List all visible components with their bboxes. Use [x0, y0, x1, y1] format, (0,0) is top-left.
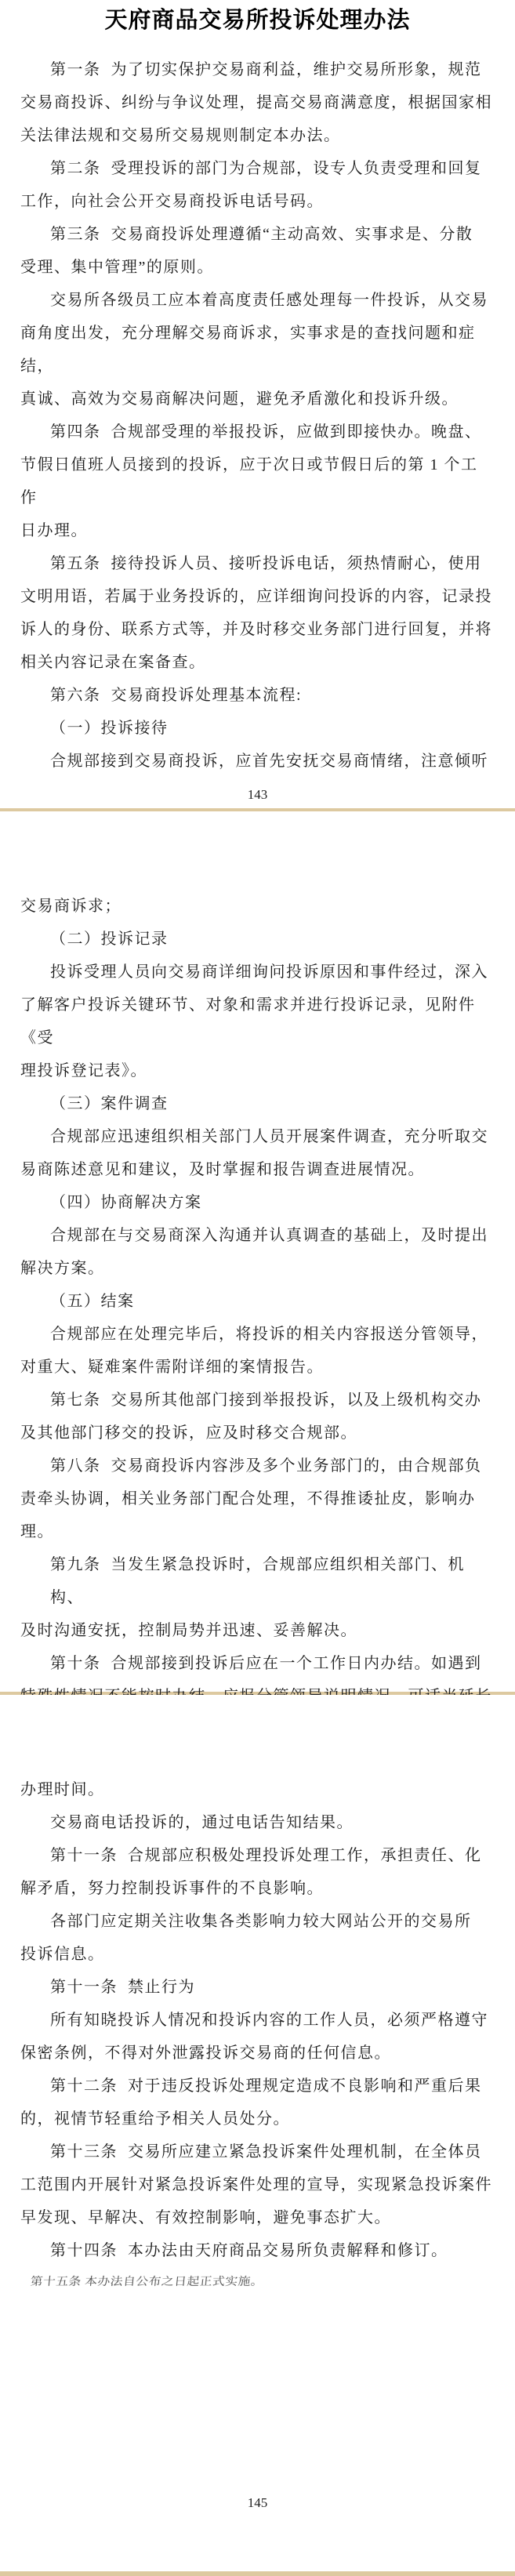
text-line: 早发现、早解决、有效控制影响，避免事态扩大。: [20, 2209, 391, 2226]
text-line: 合规部应在处理完毕后，将投诉的相关内容报送分管领导，: [50, 1326, 488, 1343]
text-line: 第二条 受理投诉的部门为合规部，设专人负责受理和回复: [50, 160, 482, 177]
text-line: 交易商诉求；: [20, 898, 121, 915]
text-line: 第十三条 交易所应建立紧急投诉案件处理机制，在全体员: [50, 2143, 482, 2161]
text-line: 工范围内开展针对紧急投诉案件处理的宣导，实现紧急投诉案件: [20, 2176, 492, 2193]
text-line: 投诉受理人员向交易商详细询问投诉原因和事件经过，深入: [50, 963, 488, 981]
text-line: 解决方案。: [20, 1260, 105, 1277]
text-line: 交易商电话投诉的，通过电话告知结果。: [50, 1814, 354, 1831]
text-line: 合规部接到交易商投诉，应首先安抚交易商情绪，注意倾听: [50, 753, 488, 770]
distorted-text-line: 第十五条 本办法自公布之日起正式实施。: [29, 2275, 264, 2288]
page-separator: [0, 2571, 515, 2576]
page-body: [0, 53, 515, 778]
text-line: 第十一条 禁止行为: [50, 1979, 195, 1996]
text-line: 节假日值班人员接到的投诉，应于次日或节假日后的第 1 个工作: [20, 456, 478, 506]
text-line: 对重大、疑难案件需附详细的案情报告。: [20, 1359, 324, 1376]
text-line: 所有知晓投诉人情况和投诉内容的工作人员，必须严格遵守: [50, 2012, 488, 2029]
text-line: 商角度出发，充分理解交易商诉求，实事求是的查找问题和症结，: [20, 325, 476, 375]
text-line: 相关内容记录在案备查。: [20, 654, 206, 671]
text-line: 第四条 合规部受理的举报投诉，应做到即接快办。晚盘、: [50, 423, 482, 441]
text-line: 第七条 交易所其他部门接到举报投诉，以及上级机构交办: [50, 1391, 482, 1409]
text-line: 第三条 交易商投诉处理遵循“主动高效、实事求是、分散: [50, 226, 473, 243]
text-line: 受理、集中管理”的原则。: [20, 259, 214, 276]
page-body: [0, 890, 515, 1713]
text-line: 第十四条 本办法由天府商品交易所负责解释和修订。: [50, 2242, 448, 2259]
page-number: 143: [247, 787, 268, 802]
page-body: [0, 1773, 515, 2295]
text-line: 日办理。: [20, 522, 88, 539]
text-line: 及其他部门移交的投诉，应及时移交合规部。: [20, 1424, 357, 1442]
text-line: （四）协商解决方案: [50, 1194, 202, 1211]
text-line: 了解客户投诉关键环节、对象和需求并进行投诉记录，见附件《受: [20, 996, 476, 1047]
text-line: 第十一条 合规部应积极处理投诉处理工作，承担责任、化: [50, 1847, 482, 1864]
text-line: 投诉信息。: [20, 1946, 105, 1963]
text-line: 第五条 接待投诉人员、接听投诉电话，须热情耐心，使用: [50, 555, 482, 572]
text-line: （一）投诉接待: [50, 720, 169, 737]
page-143: [0, 0, 515, 808]
text-line: 合规部应迅速组织相关部门人员开展案件调查，充分听取交: [50, 1128, 488, 1145]
text-line: 工作，向社会公开交易商投诉电话号码。: [20, 193, 324, 210]
text-line: 解矛盾，努力控制投诉事件的不良影响。: [20, 1880, 324, 1897]
document-title: 天府商品交易所投诉处理办法: [104, 8, 411, 33]
page-144: [0, 811, 515, 1692]
text-line: 各部门应定期关注收集各类影响力较大网站公开的交易所: [50, 1913, 472, 1930]
text-line: 第十条 合规部接到投诉后应在一个工作日内办结。如遇到: [50, 1655, 482, 1672]
page-145: [0, 1695, 515, 2571]
text-line: 及时沟通安抚，控制局势并迅速、妥善解决。: [20, 1622, 357, 1639]
text-line: 易商陈述意见和建议，及时掌握和报告调查进展情况。: [20, 1161, 425, 1178]
text-line: 保密条例，不得对外泄露投诉交易商的任何信息。: [20, 2044, 391, 2062]
text-line: 的，视情节轻重给予相关人员处分。: [20, 2110, 290, 2128]
text-line: 责牵头协调，相关业务部门配合处理，不得推诿扯皮，影响办理。: [20, 1490, 476, 1540]
text-line: 第八条 交易商投诉内容涉及多个业务部门的，由合规部负: [50, 1457, 482, 1475]
page-number: 145: [247, 2495, 268, 2510]
text-line: （二）投诉记录: [50, 931, 169, 948]
text-line: 诉人的身份、联系方式等，并及时移交业务部门进行回复，并将: [20, 621, 492, 638]
text-line: 合规部在与交易商深入沟通并认真调查的基础上，及时提出: [50, 1227, 488, 1244]
text-line: 办理时间。: [20, 1781, 105, 1798]
text-line: （五）结案: [50, 1293, 135, 1310]
text-line: 第六条 交易商投诉处理基本流程:: [50, 687, 303, 704]
text-line: （三）案件调查: [50, 1095, 169, 1112]
text-line: 理投诉登记表》。: [20, 1062, 147, 1079]
text-line: 文明用语，若属于业务投诉的，应详细询问投诉的内容，记录投: [20, 588, 492, 605]
text-line: 交易商投诉、纠纷与争议处理，提高交易商满意度，根据国家相: [20, 94, 492, 111]
text-line: 第九条 当发生紧急投诉时，合规部应组织相关部门、机构、: [50, 1556, 465, 1606]
text-line: 第一条 为了切实保护交易商利益，维护交易所形象，规范: [50, 61, 482, 78]
text-line: 交易所各级员工应本着高度责任感处理每一件投诉，从交易: [50, 292, 488, 309]
text-line: 关法律法规和交易所交易规则制定本办法。: [20, 127, 341, 144]
text-line: 真诚、高效为交易商解决问题，避免矛盾激化和投诉升级。: [20, 390, 459, 408]
text-line: 第十二条 对于违反投诉处理规定造成不良影响和严重后果: [50, 2077, 482, 2095]
